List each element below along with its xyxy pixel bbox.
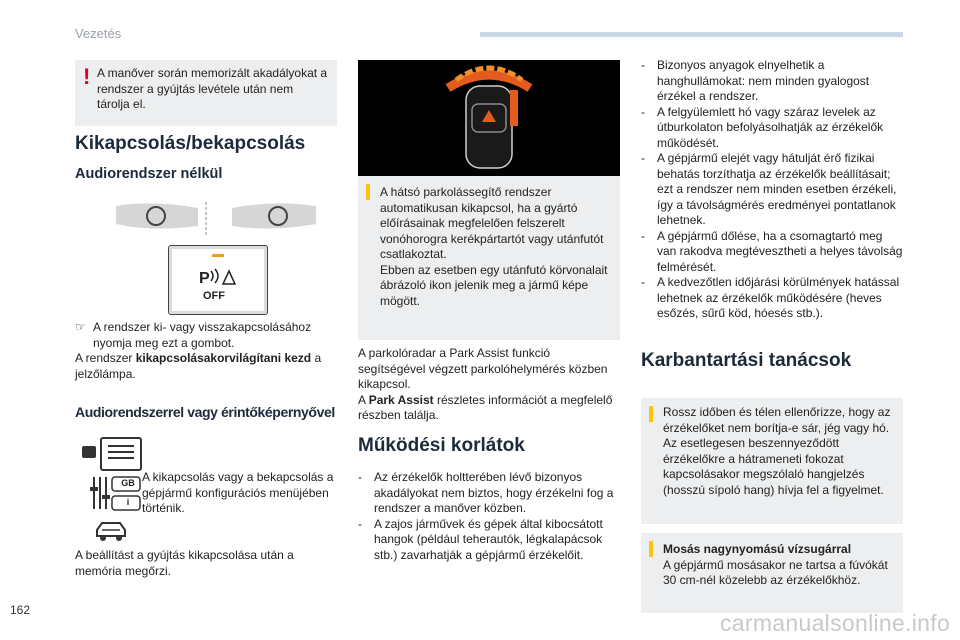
warning-text: A manőver során memorizált akadályokat a rendszer a gyújtás levétele után nem tárolja el.: [97, 66, 328, 111]
touchscreen-text: A kikapcsolás vagy a bekapcsolás a gépjármű konfigurációs menüjében történik.: [142, 470, 334, 515]
park-assist-text-1: A parkolóradar a Park Assist funkció segítségével végzett parkolóhelymérés közben kikapcsol.: [358, 346, 608, 391]
svg-text:P: P: [199, 270, 210, 287]
header-bar: [480, 32, 903, 37]
info-bar-icon: [649, 541, 653, 557]
list-item: - A zajos járművek és gépek által kibocsátott hangok (például teherautók, légkalapácsok stb.) zavarhatják a gépjármű érzékelőit.: [358, 517, 620, 564]
info-bar-icon: [366, 184, 370, 200]
car-radar-graphic: [358, 60, 620, 176]
press-instruction-text: A rendszer ki- vagy visszakapcsolásához nyomja meg ezt a gombot.: [93, 320, 312, 350]
instruction-text: [75, 320, 337, 382]
section-header: Vezetés: [75, 26, 122, 41]
gb-key-label: GB: [121, 478, 135, 488]
section-title-limits: Működési korlátok: [358, 435, 525, 456]
park-assist-text: [358, 346, 620, 424]
subheading-no-audio: Audiorendszer nélkül: [75, 166, 223, 182]
washing-tip-title: Mosás nagynyomású vízsugárral: [663, 542, 852, 556]
touchscreen-icon: [100, 437, 142, 471]
lamp-note: A rendszer kikapcsolásakorvilágítani kezd a jelzőlámpa.: [75, 351, 322, 381]
memory-note: A beállítást a gyújtás kikapcsolása után a memória megőrzi.: [75, 548, 294, 578]
limits-list-continued: [641, 58, 903, 322]
page-number: 162: [10, 603, 31, 617]
washing-tip-text: A gépjármű mosásakor ne tartsa a fúvókát 30 cm-nél közelebb az érzékelőkhöz.: [663, 557, 888, 587]
list-item: - Bizonyos anyagok elnyelhetik a hanghullámokat: nem minden gyalogost érzékel a rendszer.: [641, 58, 903, 105]
car-settings-icon: [94, 518, 128, 544]
arrow-bullet-icon: ☞: [75, 320, 86, 334]
info-box-maintenance: [641, 398, 903, 524]
park-assist-text-2: A Park Assist részletes információt a megfelelő részben találja.: [358, 392, 613, 422]
info-bar-icon: [649, 406, 653, 422]
maintenance-tip-text: Rossz időben és télen ellenőrizze, hogy az érzékelőket nem borítja-e sár, jég vagy hó. Az esetlegesen beszennyeződött érzékelőkre a hátrameneti fokozat kapcsolásakor megszólaló hangjelzés (hosszú sípoló hang) hívja fel a figyelmet.: [663, 405, 891, 497]
dashboard-illustration: [112, 196, 322, 240]
rear-sensor-screen-image: [358, 60, 620, 176]
watermark-text: carmanualsonline.info: [720, 610, 951, 636]
info-towbar-text: A hátsó parkolássegítő rendszer automatikusan kikapcsol, ha a gyártó előírásainak megfelelően felszerelt vonóhorogra kerékpártartót vagy utánfutót csatlakoztat. Ebben az esetben egy utánfutó körvonalait ábrázoló ikon jelenik meg a jármű képe mögött.: [380, 185, 608, 308]
screen-small-icon: [82, 446, 96, 458]
list-item: - Az érzékelők holtterében lévő bizonyos akadályokat nem biztos, hogy érzékelni fog a rendszer a manőver közben.: [358, 470, 620, 517]
list-item: - A gépjármű dőlése, ha a csomagtartó meg van rakodva megtévesztheti a helyes távolság felmérését.: [641, 229, 903, 276]
info-box-washing: [641, 533, 903, 613]
exclamation-icon: !: [83, 64, 91, 89]
list-item: - A felgyülemlett hó vagy száraz levelek az útburkolaton befolyásolhatják az érzékelők működését.: [641, 105, 903, 152]
info-key-label: i: [126, 497, 130, 507]
off-button-label: OFF: [203, 290, 225, 302]
section-title-onoff: Kikapcsolás/bekapcsolás: [75, 133, 306, 154]
list-item: - A kedvezőtlen időjárási körülmények hatással lehetnek az érzékelők működésére (heves esőzés, sűrű köd, hóesés stb.).: [641, 275, 903, 322]
washing-tip: [663, 542, 895, 589]
warning-box: [75, 60, 337, 126]
list-item: - A gépjármű elejét vagy hátulját érő fizikai behatás torzíthatja az érzékelők beállításait; ezt a rendszer nem minden esetben érzékeli, így a távolságmérés eredményei pontatlanok lehetnek.: [641, 151, 903, 229]
section-title-maintenance: Karbantartási tanácsok: [641, 350, 852, 371]
info-box-towbar: [358, 176, 620, 340]
park-sensor-icon: [197, 266, 241, 288]
subheading-audio-touch: Audiorendszerrel vagy érintőképernyővel: [75, 404, 335, 420]
park-sensor-off-button[interactable]: [168, 245, 268, 315]
press-instruction: [75, 320, 337, 351]
indicator-lamp: [212, 254, 224, 257]
limits-list: [358, 470, 620, 563]
